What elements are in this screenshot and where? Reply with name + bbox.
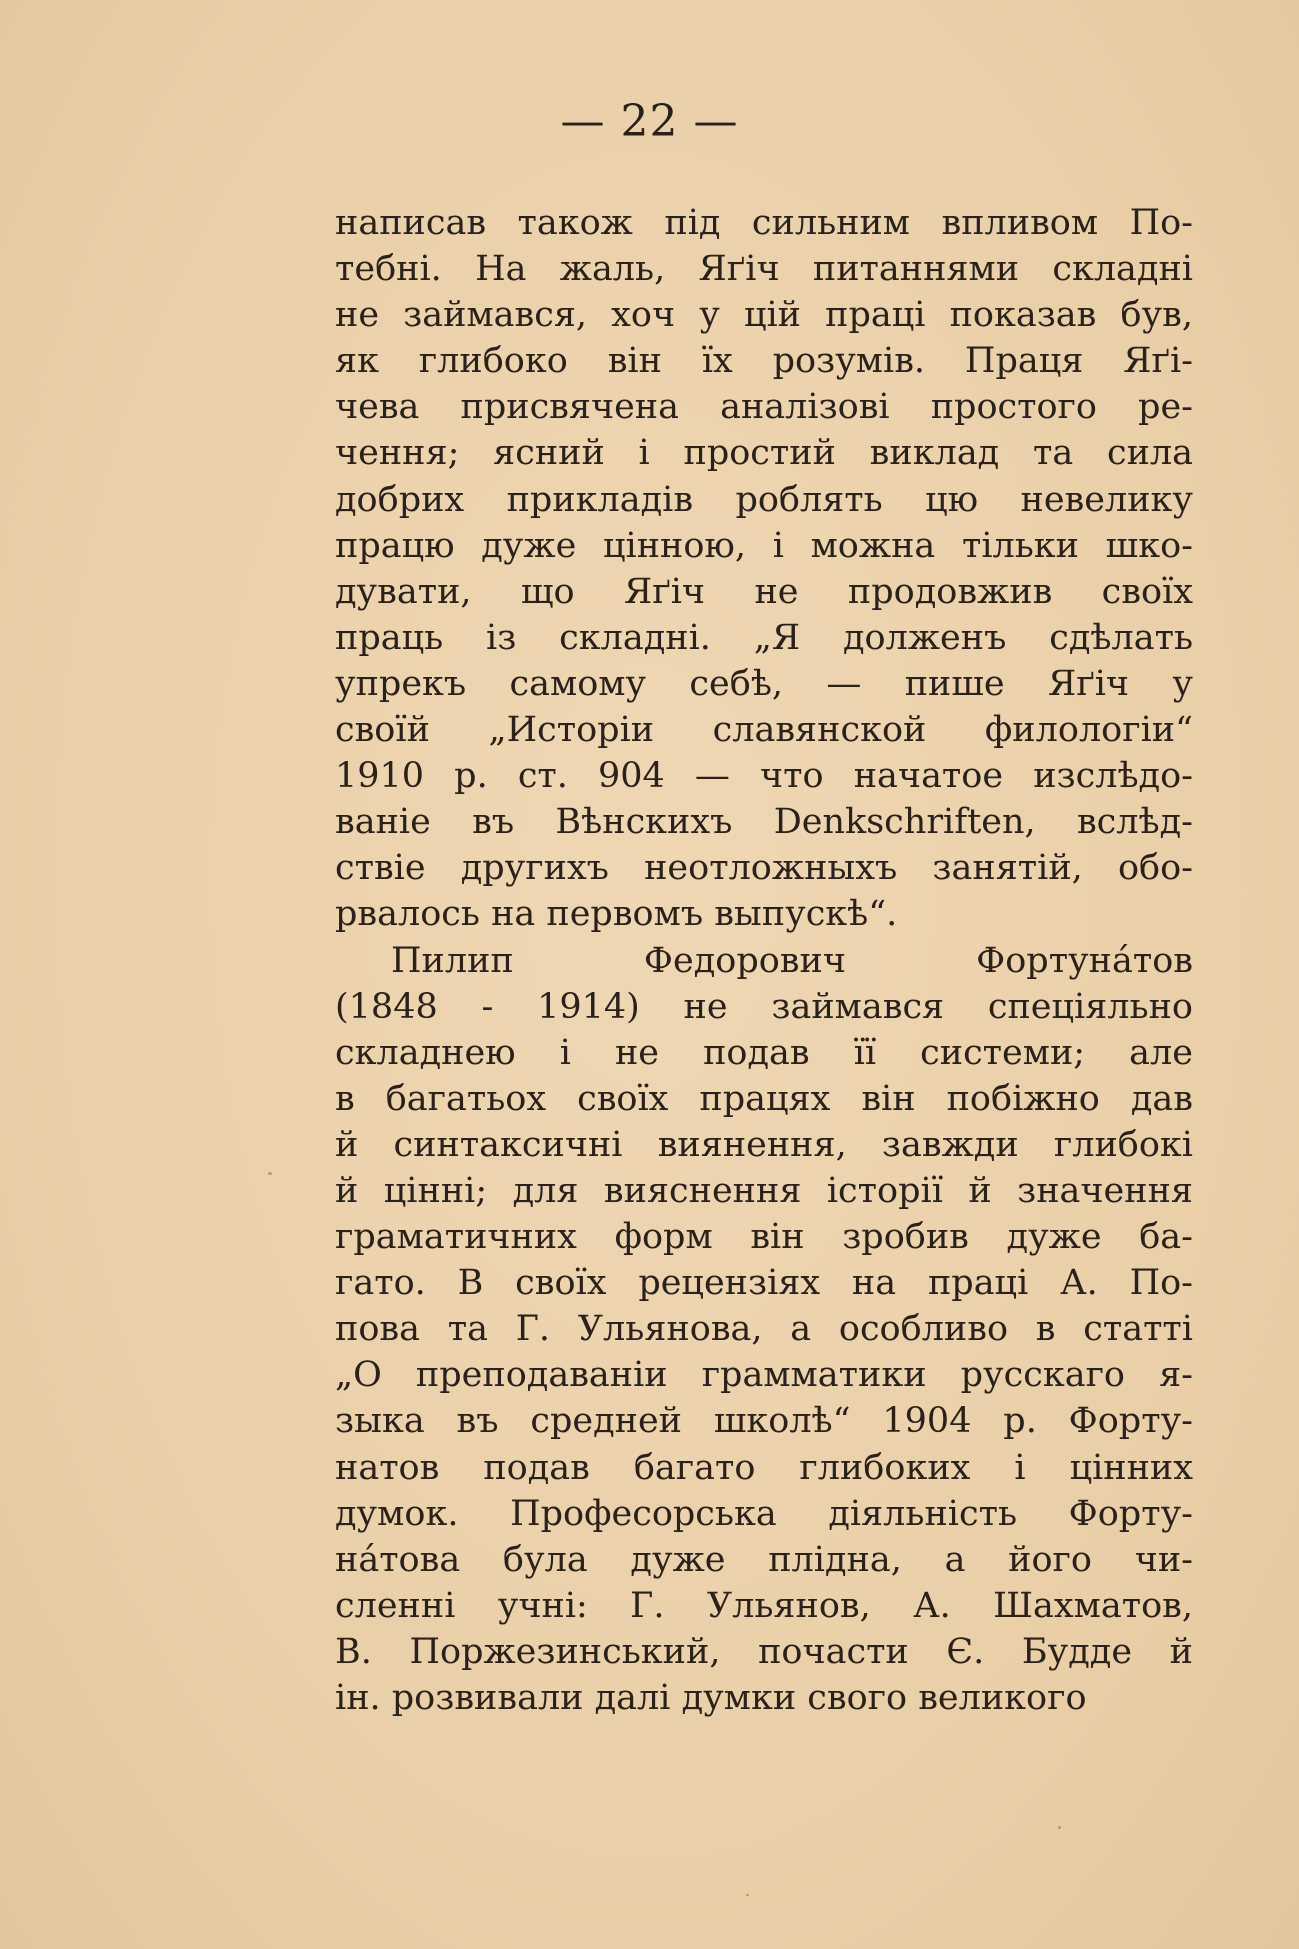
text-line: чева присвячена аналізові простого ре- [335,387,1193,428]
text-line: дувати, що Яґіч не продовжив своїх [335,571,1193,612]
text-line: праць із складні. „Я долженъ сдѣлать [335,617,1193,658]
text-line: не займався, хоч у цій праці показав був, [335,295,1193,336]
text-line: думок. Професорська діяльність Форту- [335,1493,1193,1534]
text-line: граматичних форм він зробив дуже ба- [335,1217,1193,1258]
paper-speck [1058,1826,1061,1829]
text-line: ін. розвивали далі думки свого великого [335,1678,1087,1718]
text-line: ваніе въ Вѣнскихъ Denkschriften, вслѣд- [335,802,1193,843]
text-line: тебні. На жаль, Яґіч питаннями складні [335,249,1193,290]
text-line: „О преподаваніи грамматики русскаго я- [335,1355,1193,1396]
text-line: гато. В своїх рецензіях на праці А. По- [335,1263,1193,1304]
text-line: як глибоко він їх розумів. Праця Яґі- [335,341,1193,382]
text-line: зыка въ средней школѣ“ 1904 р. Форту- [335,1401,1193,1442]
text-line: своїй „Исторіи славянской филологіи“ [335,710,1193,751]
text-line: ствіе другихъ неотложныхъ занятій, обо- [335,848,1193,889]
text-line: й синтаксичні виянення, завжди глибокі [335,1124,1193,1165]
text-line: В. Поржезинський, почасти Є. Будде й [335,1631,1193,1672]
text-line: на́това була дуже плідна, а його чи- [335,1539,1193,1580]
text-line: працю дуже цінною, і можна тільки шко- [335,525,1193,566]
text-line: Пилип Федорович Фортуна́тов [391,940,1193,981]
page-number: — 22 — [560,96,739,147]
text-line: написав також під сильним впливом По- [335,203,1193,243]
paper-speck [746,1894,749,1896]
text-line: пова та Г. Ульянова, а особливо в статті [335,1309,1193,1350]
text-line: натов подав багато глибоких і цінних [335,1447,1193,1488]
text-line: упрекъ самому себѣ, — пише Яґіч у [335,663,1193,704]
text-line: сленні учні: Г. Ульянов, А. Шахматов, [335,1585,1193,1626]
text-line: в багатьох своїх працях він побіжно дав [335,1078,1193,1119]
text-line: й цінні; для вияснення історії й значення [335,1170,1193,1211]
text-line: складнею і не подав її системи; але [335,1032,1193,1073]
text-line: добрих прикладів роблять цю невелику [335,479,1193,520]
paper-speck [268,1172,272,1175]
text-line: (1848 - 1914) не займався спеціяльно [335,986,1193,1027]
text-line: 1910 р. ст. 904 — что начатое изслѣдо- [335,756,1193,797]
text-line: рвалось на первомъ выпускѣ“. [335,894,898,935]
text-line: чення; ясний і простий виклад та сила [335,433,1193,474]
body-text [335,200,1193,1721]
